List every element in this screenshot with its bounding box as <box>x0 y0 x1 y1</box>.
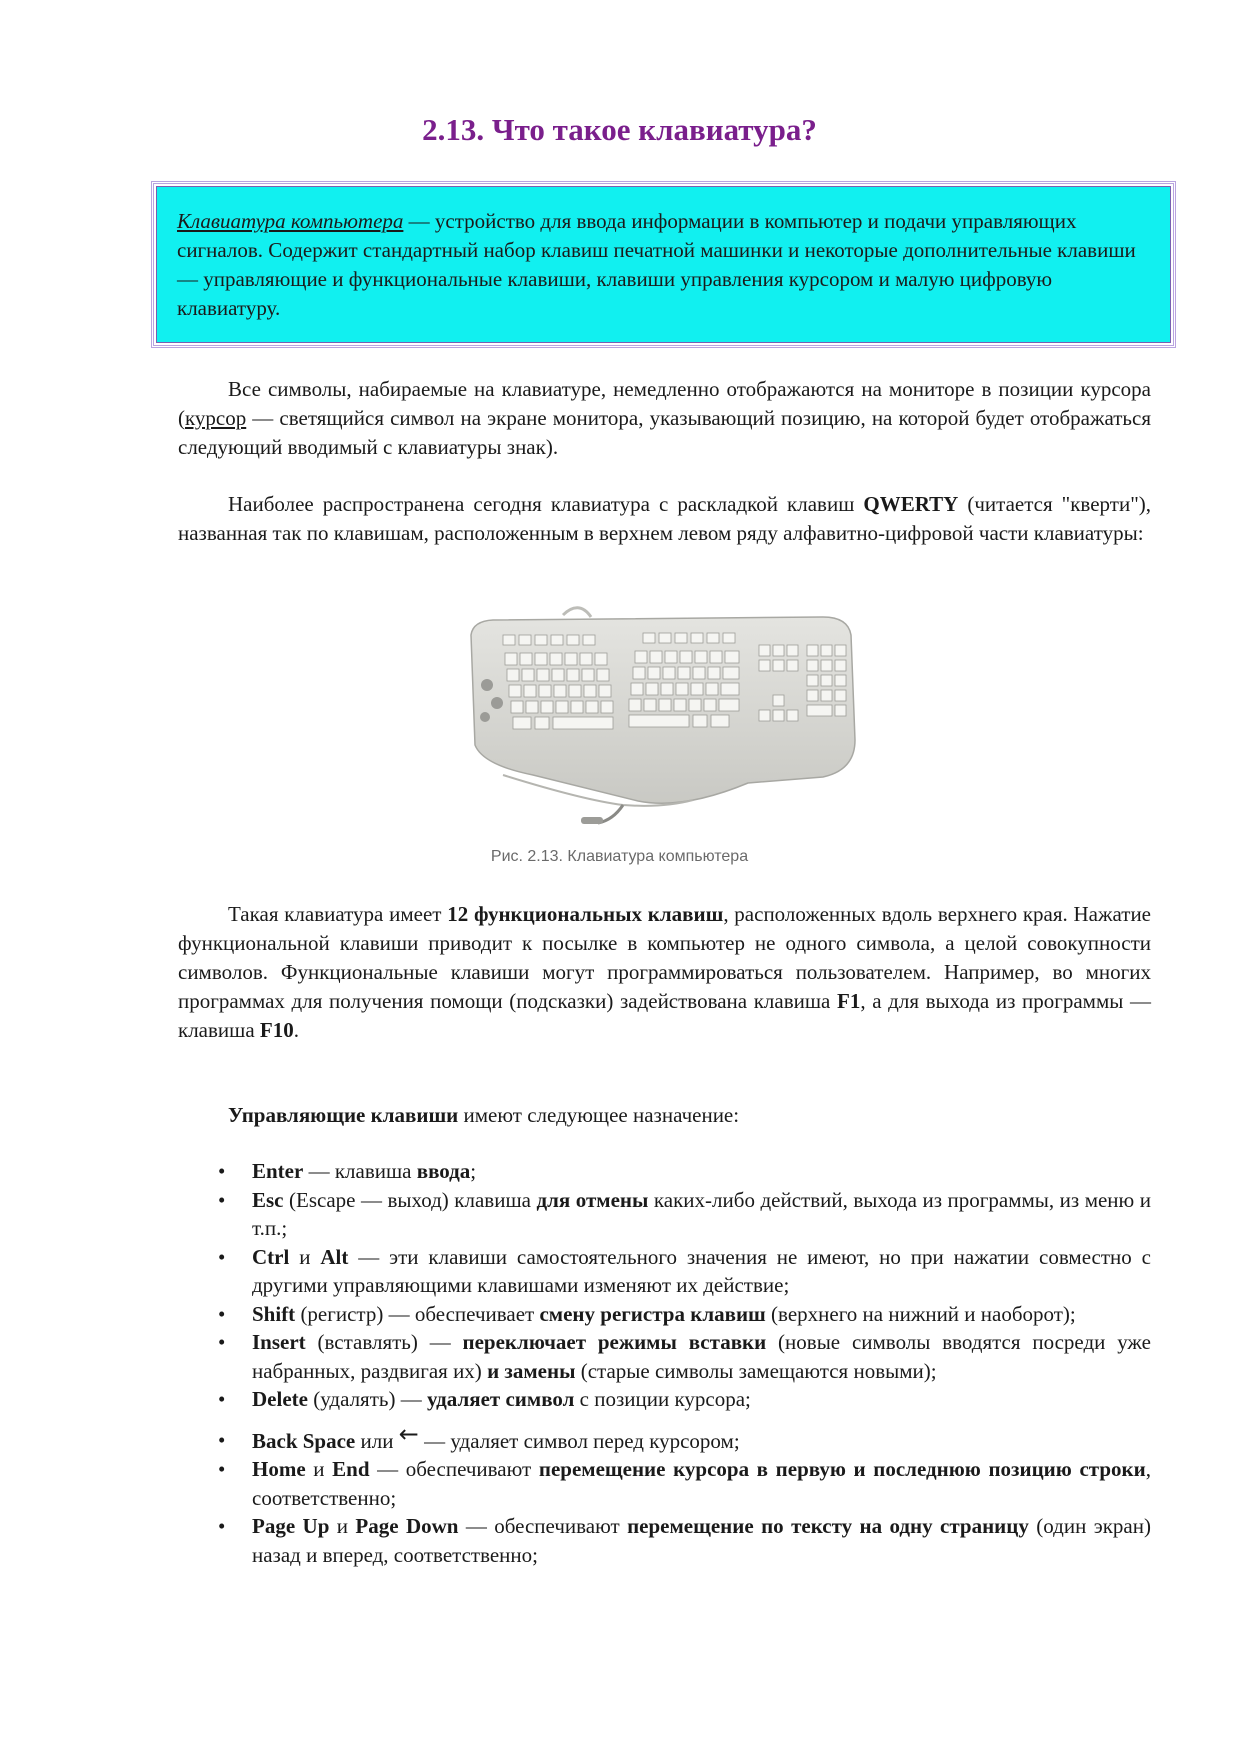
paragraph-control-keys: Управляющие клавиши имеют следующее назначение: <box>228 1103 740 1127</box>
paragraph-qwerty: Наиболее распространена сегодня клавиатура с раскладкой клавиш QWERTY (читается "кверти"), названная так по клавишам, расположенным в верхнем левом ряду алфавитно-цифровой части клавиатуры: <box>178 492 1152 545</box>
list-item-home-end: • Home и End — обеспечивают перемещение курсора в первую и последнюю позицию строки, соответственно; <box>218 1457 1151 1510</box>
list-item-ctrl-alt: • Ctrl и Alt — эти клавиши самостоятельного значения не имеют, но при нажатии совместно с другими управляющими клавишами изменяют их действие; <box>218 1244 1151 1297</box>
list-item-enter: • Enter — клавиша ввода; <box>218 1159 477 1183</box>
list-item-delete: • Delete (удалять) — удаляет символ с позиции курсора; <box>218 1387 751 1411</box>
definition-text: Клавиатура компьютера — устройство для ввода информации в компьютер и подачи управляющих сигналов. Содержит стандартный набор клавиш печатной машинки и некоторые дополнительные клавиши — управляющие и функциональные клавиши, клавиши управления курсором и малую цифровую клавиатуру. <box>177 209 1136 320</box>
paragraph-cursor: Все символы, набираемые на клавиатуре, немедленно отображаются на мониторе в позиции курсора (курсор — светящийся символ на экране монитора, указывающий позицию, на которой будет отображаться следующий вводимый с клавиатуры знак). <box>178 377 1151 459</box>
control-keys-list <box>178 1157 1151 1569</box>
list-item-insert: • Insert (вставлять) — переключает режимы вставки (новые символы вводятся посреди уже набранных, раздвигая их) и замены (старые символы замещаются новыми); <box>218 1330 1151 1383</box>
paragraph-function-keys: Такая клавиатура имеет 12 функциональных клавиш, расположенных вдоль верхнего края. Нажатие функциональной клавиши приводит к посылке в компьютер не одного символа, а целой совокупности символов. Функциональные клавиши могут программироваться пользователем. Например, во многих программах для получения помощи (подсказки) задействована клавиша F1, а для выхода из программы — клавиша F10. <box>178 902 1152 1042</box>
definition-term[interactable]: Клавиатура компьютера <box>177 209 404 233</box>
cursor-link[interactable]: курсор <box>185 406 247 430</box>
left-arrow-icon: ← <box>398 1419 419 1448</box>
list-item-shift: • Shift (регистр) — обеспечивает смену регистра клавиш (верхнего на нижний и наоборот); <box>218 1301 1076 1326</box>
page-title: 2.13. Что такое клавиатура? <box>422 112 817 147</box>
definition-box <box>156 186 1171 343</box>
list-item-page-up-down: • Page Up и Page Down — обеспечивают перемещение по тексту на одну страницу (один экран) назад и вперед, соответственно; <box>218 1514 1151 1567</box>
list-item-esc: • Esc (Escape — выход) клавиша для отмены каких-либо действий, выхода из программы, из меню и т.п.; <box>218 1187 1151 1240</box>
figure-caption: Рис. 2.13. Клавиатура компьютера <box>490 848 749 865</box>
keyboard-photo <box>463 605 863 825</box>
list-item-backspace: • Back Space или ← — удаляет символ перед курсором; <box>218 1419 740 1453</box>
